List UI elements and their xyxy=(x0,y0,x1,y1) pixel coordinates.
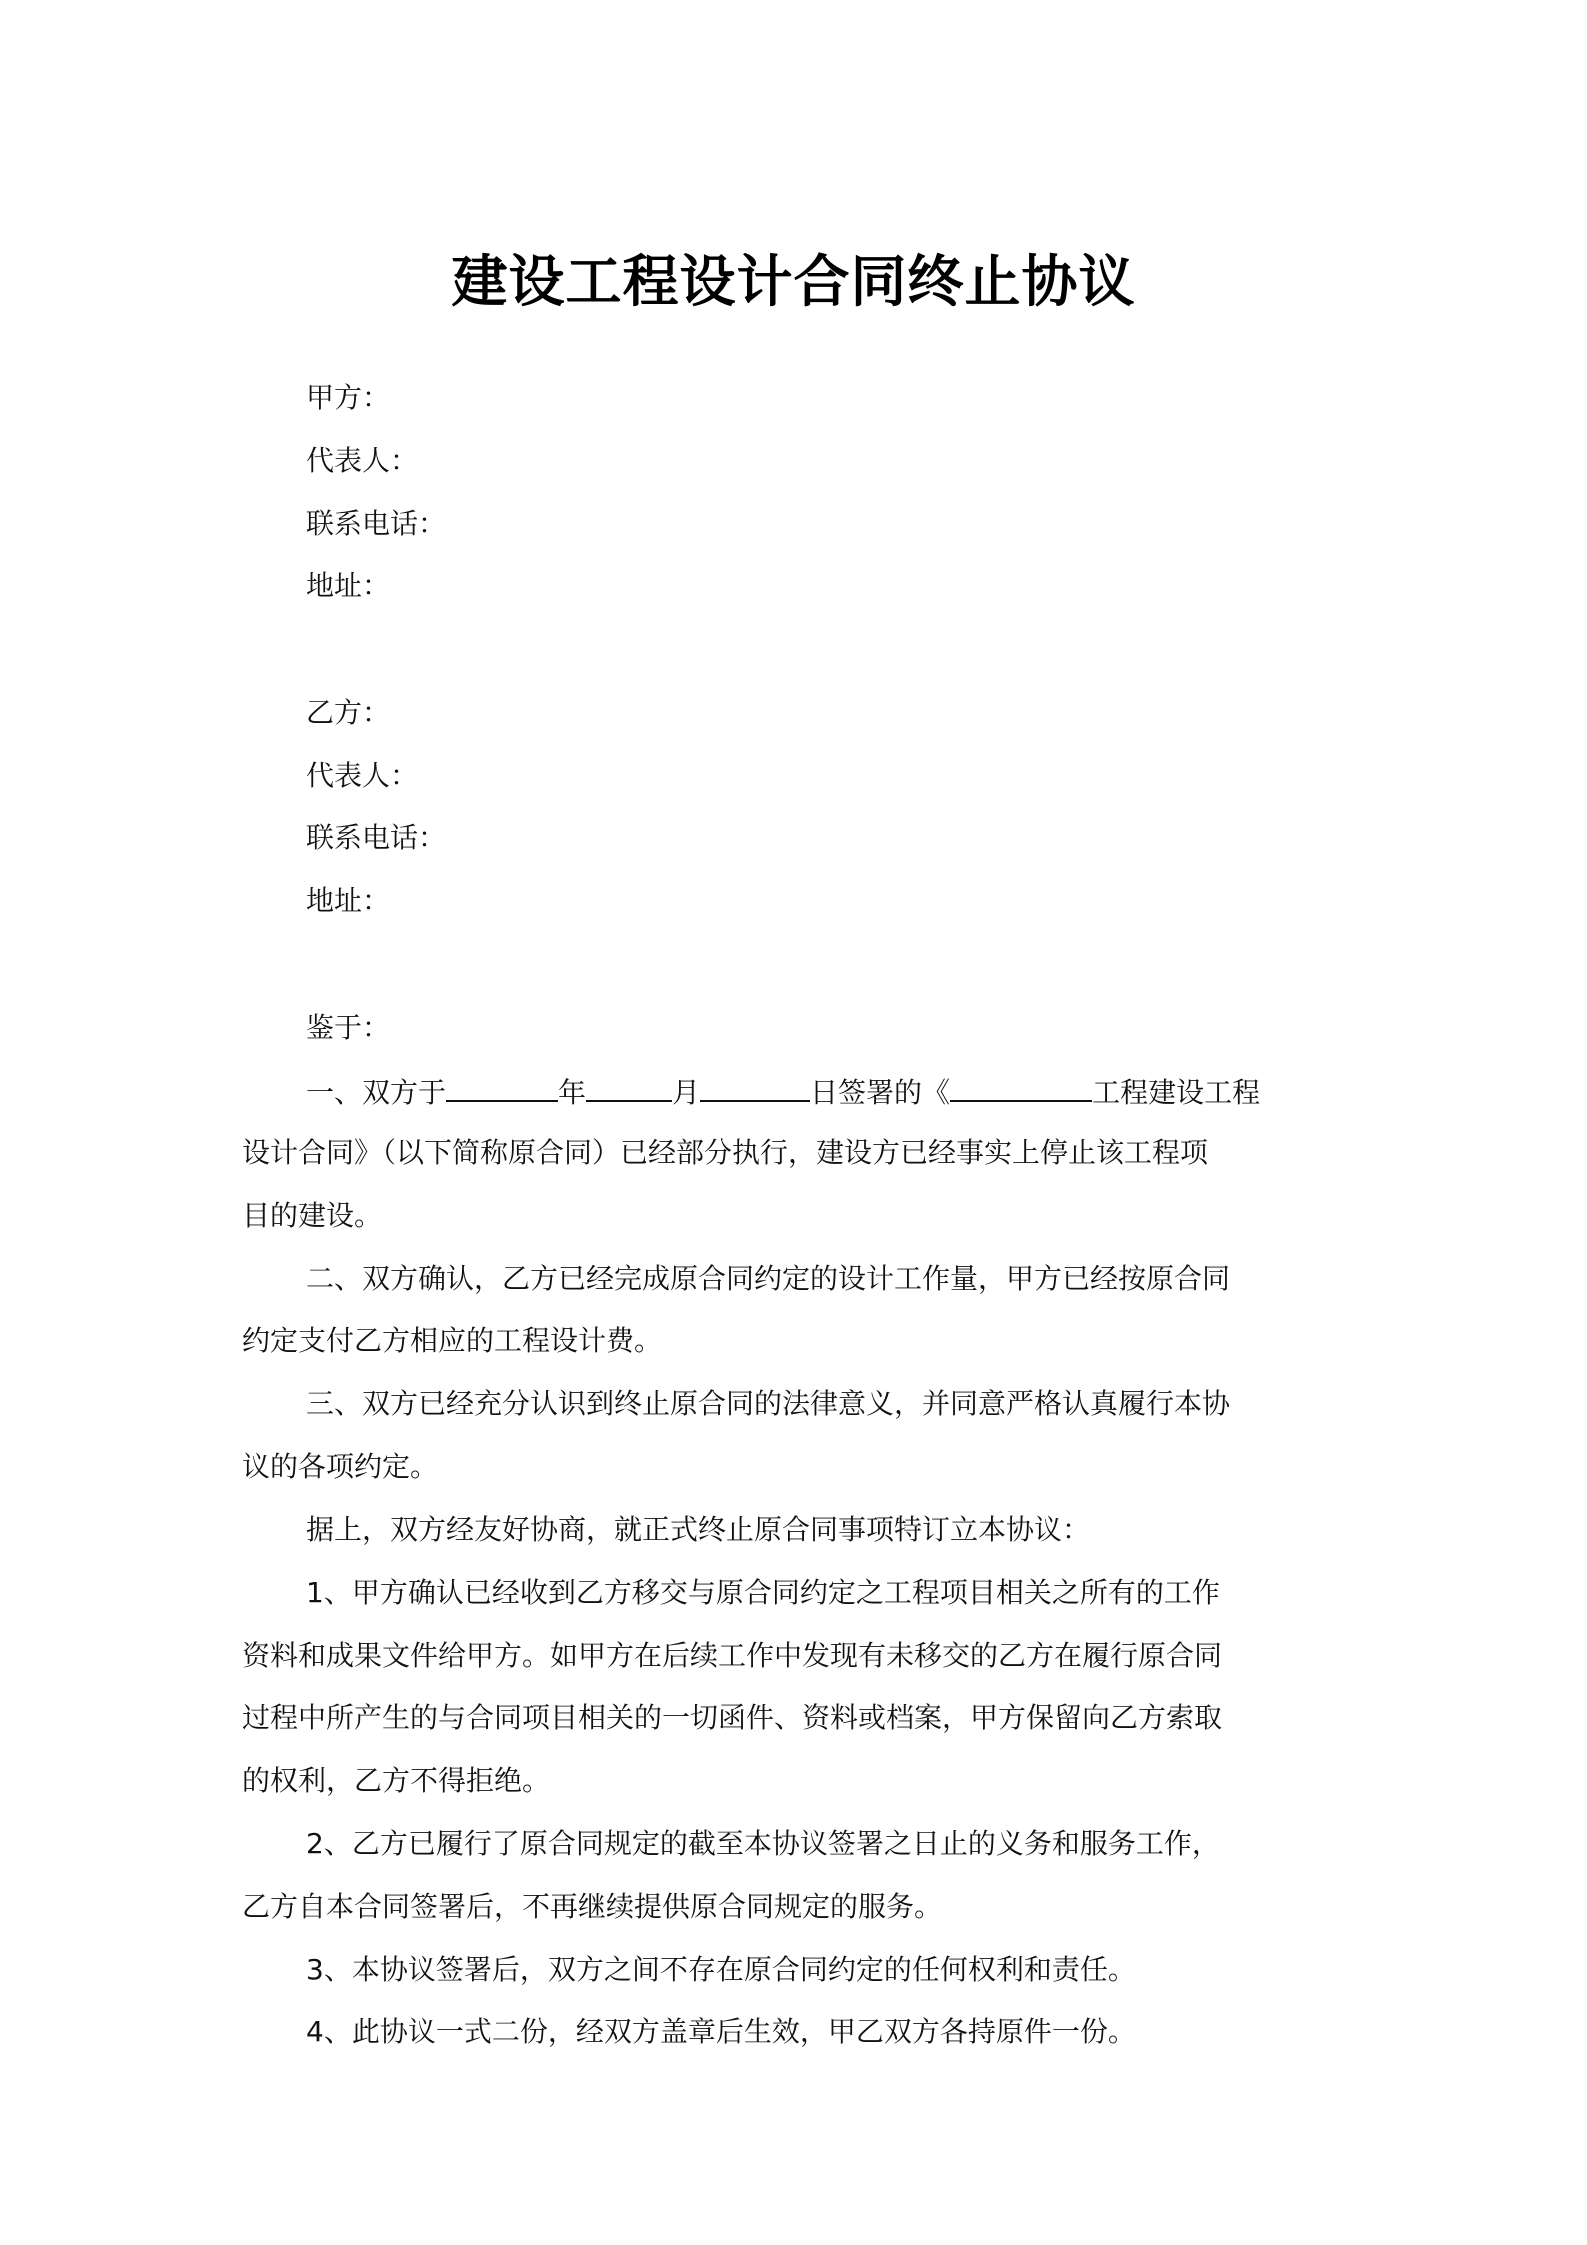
month-label: 月 xyxy=(672,1076,701,1109)
clause-2-line-2: 约定支付乙方相应的工程设计费。 xyxy=(242,1324,663,1357)
article-2-line-1: 2、乙方已履行了原合同规定的截至本协议签署之日止的义务和服务工作， xyxy=(306,1827,1220,1860)
project-suffix: 工程建设工程 xyxy=(1092,1076,1261,1109)
day-blank xyxy=(700,1070,810,1102)
whereas-label: 鉴于： xyxy=(306,1011,391,1044)
clause-1-line-2: 设计合同》（以下简称原合同）已经部分执行，建设方已经事实上停止该工程项 xyxy=(242,1136,1209,1169)
clause-3-line-1: 三、双方已经充分认识到终止原合同的法律意义，并同意严格认真履行本协 xyxy=(306,1387,1231,1420)
party-a-phone: 联系电话： xyxy=(306,507,447,540)
project-name-blank xyxy=(950,1070,1092,1102)
party-a-representative: 代表人： xyxy=(306,444,419,477)
article-1-line-4: 的权利，乙方不得拒绝。 xyxy=(242,1764,551,1797)
day-signed-label: 日签署的《 xyxy=(810,1076,951,1109)
party-b-address: 地址： xyxy=(306,884,391,917)
clause-1-line-3: 目的建设。 xyxy=(242,1199,383,1232)
party-b-phone: 联系电话： xyxy=(306,821,447,854)
article-1-line-1: 1、甲方确认已经收到乙方移交与原合同约定之工程项目相关之所有的工作 xyxy=(306,1576,1220,1609)
year-label: 年 xyxy=(558,1076,587,1109)
clause-3-line-2: 议的各项约定。 xyxy=(242,1450,439,1483)
document-title: 建设工程设计合同终止协议 xyxy=(451,249,1136,315)
article-1-line-3: 过程中所产生的与合同项目相关的一切函件、资料或档案，甲方保留向乙方索取 xyxy=(242,1701,1223,1734)
year-blank xyxy=(446,1070,558,1102)
clause-1-prefix: 一、双方于 xyxy=(306,1076,447,1109)
month-blank xyxy=(586,1070,672,1102)
article-3: 3、本协议签署后，双方之间不存在原合同约定的任何权利和责任。 xyxy=(306,1953,1136,1986)
article-2-line-2: 乙方自本合同签署后，不再继续提供原合同规定的服务。 xyxy=(242,1890,943,1923)
article-4: 4、此协议一式二份，经双方盖章后生效，甲乙双方各持原件一份。 xyxy=(306,2015,1136,2048)
clause-2-line-1: 二、双方确认，乙方已经完成原合同约定的设计工作量，甲方已经按原合同 xyxy=(306,1262,1231,1295)
party-a-address: 地址： xyxy=(306,569,391,602)
article-1-line-2: 资料和成果文件给甲方。如甲方在后续工作中发现有未移交的乙方在履行原合同 xyxy=(242,1639,1223,1672)
party-a-label: 甲方： xyxy=(306,381,391,414)
party-b-representative: 代表人： xyxy=(306,759,419,792)
party-b-label: 乙方： xyxy=(306,696,391,729)
preamble: 据上，双方经友好协商，就正式终止原合同事项特订立本协议： xyxy=(306,1513,1091,1546)
clause-1-line-1 xyxy=(306,1070,1260,1113)
